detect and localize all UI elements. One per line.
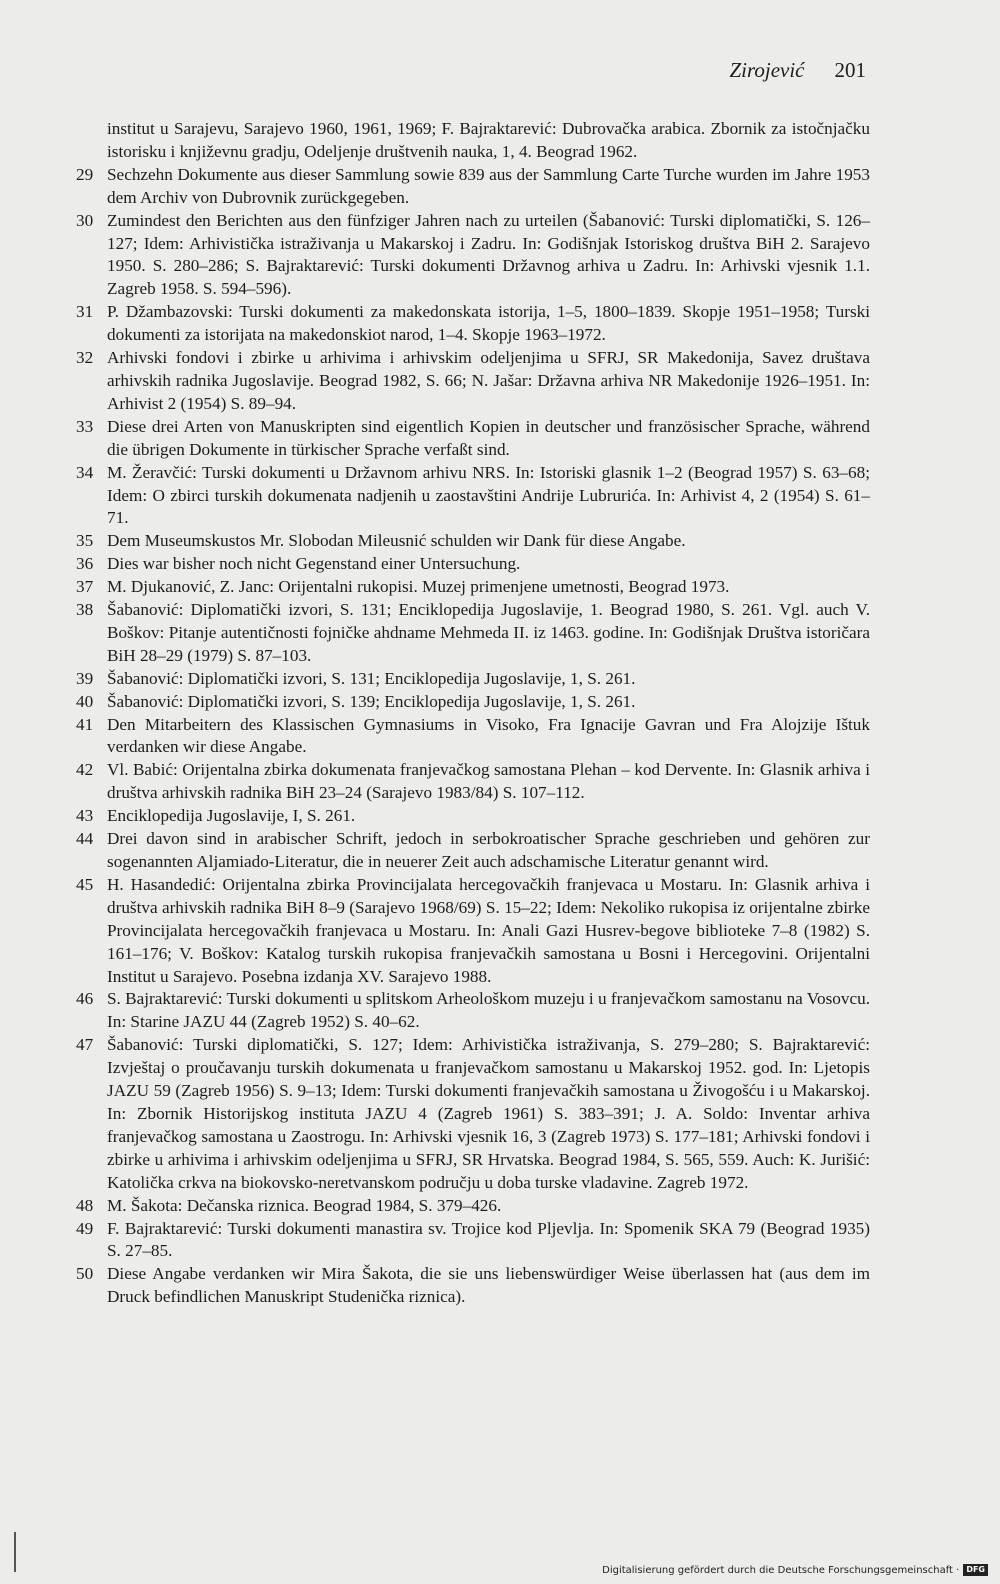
footnote-text: M. Šakota: Dečanska riznica. Beograd 1984, S. 379–426. xyxy=(107,1195,502,1215)
footnote-number: 33 xyxy=(76,416,94,436)
footnote xyxy=(76,1195,870,1218)
footnote xyxy=(76,1263,870,1309)
footnote-text: Dem Museumskustos Mr. Slobodan Mileusnić schulden wir Dank für diese Angabe. xyxy=(107,531,686,551)
footnote-text: Dies war bisher noch nicht Gegenstand einer Untersuchung. xyxy=(107,554,521,574)
footnote-number: 41 xyxy=(76,714,94,734)
footnote-number: 38 xyxy=(76,600,94,620)
footnote-text: Vl. Babić: Orijentalna zbirka dokumenata franjevačkog samostana Plehan – kod Dervente. In: Glasnik arhiva i društva arhivskih radnika BiH 23–24 (Sarajevo 1983/84) S. 107–112. xyxy=(107,760,870,803)
footnote-text: Sechzehn Dokumente aus dieser Sammlung sowie 839 aus der Sammlung Carte Turche wurden im Jahre 1953 dem Archiv von Dubrovnik zurückgegeben. xyxy=(107,164,870,207)
footnote-text: S. Bajraktarević: Turski dokumenti u splitskom Arheološkom muzeju i u franjevačkom samostanu na Vosovcu. In: Starine JAZU 44 (Zagreb 1952) S. 40–62. xyxy=(107,989,870,1032)
footnote-text: Den Mitarbeitern des Klassischen Gymnasiums in Visoko, Fra Ignacije Gavran und Fra Alojzije Ištuk verdanken wir diese Angabe. xyxy=(107,714,870,757)
footnote-text: Diese drei Arten von Manuskripten sind eigentlich Kopien in deutscher und französischer Sprache, während die übrigen Dokumente in türkischer Sprache verfaßt sind. xyxy=(107,416,870,459)
footnote-text: Zumindest den Berichten aus den fünfziger Jahren nach zu urteilen (Šabanović: Turski diplomatički, S. 126–127; Idem: Arhivistička istraživanja u Makarskoj i Zadru. In: Godišnjak Istoriskog društva BiH 2. Sarajevo 1950. S. 280–286; S. Bajraktarević: Turski dokumenti Državnog arhiva u Zadru. In: Arhivski vjesnik 1.1. Zagreb 1958. S. 594–596). xyxy=(107,210,870,299)
footnote-number: 37 xyxy=(76,577,94,597)
footnote-number: 44 xyxy=(76,829,94,849)
footnote xyxy=(76,301,870,347)
footnote-number: 47 xyxy=(76,1035,94,1055)
footnote xyxy=(76,759,870,805)
footnote-number: 50 xyxy=(76,1264,94,1284)
footnote-text: M. Žeravčić: Turski dokumenti u Državnom arhivu NRS. In: Istoriski glasnik 1–2 (Beograd 1957) S. 63–68; Idem: O zbirci turskih dokumenata nadjenih u zaostavštini Andrije Lubrurića. In: Arhivist 4, 2 (1954) S. 61–71. xyxy=(107,462,870,528)
footnote-number: 36 xyxy=(76,554,94,574)
footnote xyxy=(76,988,870,1034)
footnote-number: 48 xyxy=(76,1195,94,1215)
running-head-author: Zirojević xyxy=(729,58,805,82)
footnote-text: Šabanović: Turski diplomatički, S. 127; Idem: Arhivistička istraživanja, S. 279–280; S. Bajraktarević: Izvještaj o proučavanju turskih dokumenata u franjevačkom samostanu u Makarskoj 1952. god. In: Ljetopis JAZU 59 (Zagreb 1956) S. 9–13; Idem: Turski dokumenti franjevačkih samostana u Živogošću i u Makarskoj. In: Zbornik Historijskog instituta JAZU 4 (Zagreb 1961) S. 383–391; J. A. Soldo: Inventar arhiva franjevačkog samostana u Zaostrogu. In: Arhivski vjesnik 16, 3 (Zagreb 1973) S. 177–181; Arhivski fondovi i zbirke u arhivima i arhivskim odeljenjima u SFRJ, SR Hrvatska. Beograd 1984, S. 565, 559. Auch: K. Jurišić: Katolička crkva na biokovsko-neretvanskom području u doba turske vladavine. Zagreb 1972. xyxy=(107,1035,870,1192)
footer-credit xyxy=(602,1564,988,1576)
footnote-number: 30 xyxy=(76,210,94,230)
footnote-text: F. Bajraktarević: Turski dokumenti manastira sv. Trojice kod Pljevlja. In: Spomenik SKA 79 (Beograd 1935) S. 27–85. xyxy=(107,1218,870,1261)
footnote xyxy=(76,210,870,302)
footnote-number: 45 xyxy=(76,874,94,894)
footnote-number: 42 xyxy=(76,760,94,780)
footnote xyxy=(76,462,870,531)
footnote-number: 40 xyxy=(76,691,94,711)
footnote xyxy=(76,530,870,553)
footnote xyxy=(76,1034,870,1194)
footnote-text: Šabanović: Diplomatički izvori, S. 131; Enciklopedija Jugoslavije, 1, S. 261. xyxy=(107,668,636,688)
footnote-text: Enciklopedija Jugoslavije, I, S. 261. xyxy=(107,806,356,826)
footnote-number: 49 xyxy=(76,1218,94,1238)
footnote-number: 39 xyxy=(76,668,94,688)
footnote xyxy=(76,828,870,874)
page-header xyxy=(729,58,866,83)
scan-edge-mark xyxy=(14,1532,16,1572)
footnote xyxy=(76,164,870,210)
footnote xyxy=(76,599,870,668)
footnote-text: Diese Angabe verdanken wir Mira Šakota, die sie uns liebenswürdiger Weise überlassen hat (aus dem im Druck befindlichen Manuskript Studenička riznica). xyxy=(107,1264,870,1307)
footnote xyxy=(76,874,870,989)
footnote xyxy=(76,347,870,416)
footnote-number: 31 xyxy=(76,302,94,322)
footnote-number: 46 xyxy=(76,989,94,1009)
footnote-text: institut u Sarajevu, Sarajevo 1960, 1961, 1969; F. Bajraktarević: Dubrovačka arabica. Zbornik za istočnjačku istorisku i književnu gradju, Odeljenje društvenih nauka, 1, 4. Beograd 1962. xyxy=(107,119,870,161)
footnote xyxy=(76,805,870,828)
footnote xyxy=(76,553,870,576)
footnote-text: M. Djukanović, Z. Janc: Orijentalni rukopisi. Muzej primenjene umetnosti, Beograd 1973. xyxy=(107,577,730,597)
footnote-text: Arhivski fondovi i zbirke u arhivima i arhivskim odeljenjima u SFRJ, SR Makedonija, Savez društava arhivskih radnika Jugoslavije. Beograd 1982, S. 66; N. Jašar: Državna arhiva NR Makedonije 1926–1951. In: Arhivist 2 (1954) S. 89–94. xyxy=(107,348,870,413)
footnote-text: Drei davon sind in arabischer Schrift, jedoch in serbokroatischer Sprache geschrieben und gehören zur sogenannten Aljamiado-Literatur, die in neuerer Zeit auch adschamische Literatur genannt wird. xyxy=(107,829,870,871)
footnote-continuation xyxy=(76,118,870,164)
page-number: 201 xyxy=(834,58,866,82)
footnote xyxy=(76,416,870,462)
footnote xyxy=(76,1218,870,1264)
footnote-text: Šabanović: Diplomatički izvori, S. 139; Enciklopedija Jugoslavije, 1, S. 261. xyxy=(107,691,636,711)
footnote-number: 29 xyxy=(76,164,94,184)
footnote-number: 34 xyxy=(76,462,94,482)
footnote xyxy=(76,668,870,691)
footnote-text: H. Hasandedić: Orijentalna zbirka Provincijalata hercegovačkih franjevaca u Mostaru. In: Glasnik arhiva i društva arhivskih radnika BiH 8–9 (Sarajevo 1968/69) S. 15–22; Idem: Nekoliko rukopisa iz orijentalne zbirke Provincijalata hercegovačkih franjevaca u Mostaru. In: Anali Gazi Husrev-begove biblioteke 7–8 (1982) S. 161–176; V. Boškov: Katalog turskih rukopisa franjevačkih samostana u Bosni i Hercegovini. Orijentalni Institut u Sarajevo. Posebna izdanja XV. Sarajevo 1988. xyxy=(107,874,870,986)
footnote xyxy=(76,714,870,760)
footnote xyxy=(76,576,870,599)
footer-text: Digitalisierung gefördert durch die Deutsche Forschungsgemeinschaft · xyxy=(602,1564,960,1576)
footnote-text: Šabanović: Diplomatički izvori, S. 131; Enciklopedija Jugoslavije, 1. Beograd 1980, S. 261. Vgl. auch V. Boškov: Pitanje autentičnosti fojničke ahdname Mehmeda II. iz 1463. godine. In: Godišnjak Društva istoričara BiH 28–29 (1979) S. 87–103. xyxy=(107,600,870,665)
footnote-number: 35 xyxy=(76,531,94,551)
footnotes xyxy=(76,118,870,1309)
dfg-logo: DFG xyxy=(963,1564,988,1576)
footnote xyxy=(76,691,870,714)
footnote-number: 32 xyxy=(76,348,94,368)
footnote-text: P. Džambazovski: Turski dokumenti za makedonskata istorija, 1–5, 1800–1839. Skopje 1951–1958; Turski dokumenti za istorijata na makedonskiot narod, 1–4. Skopje 1963–1972. xyxy=(107,302,870,345)
footnote-number: 43 xyxy=(76,806,94,826)
